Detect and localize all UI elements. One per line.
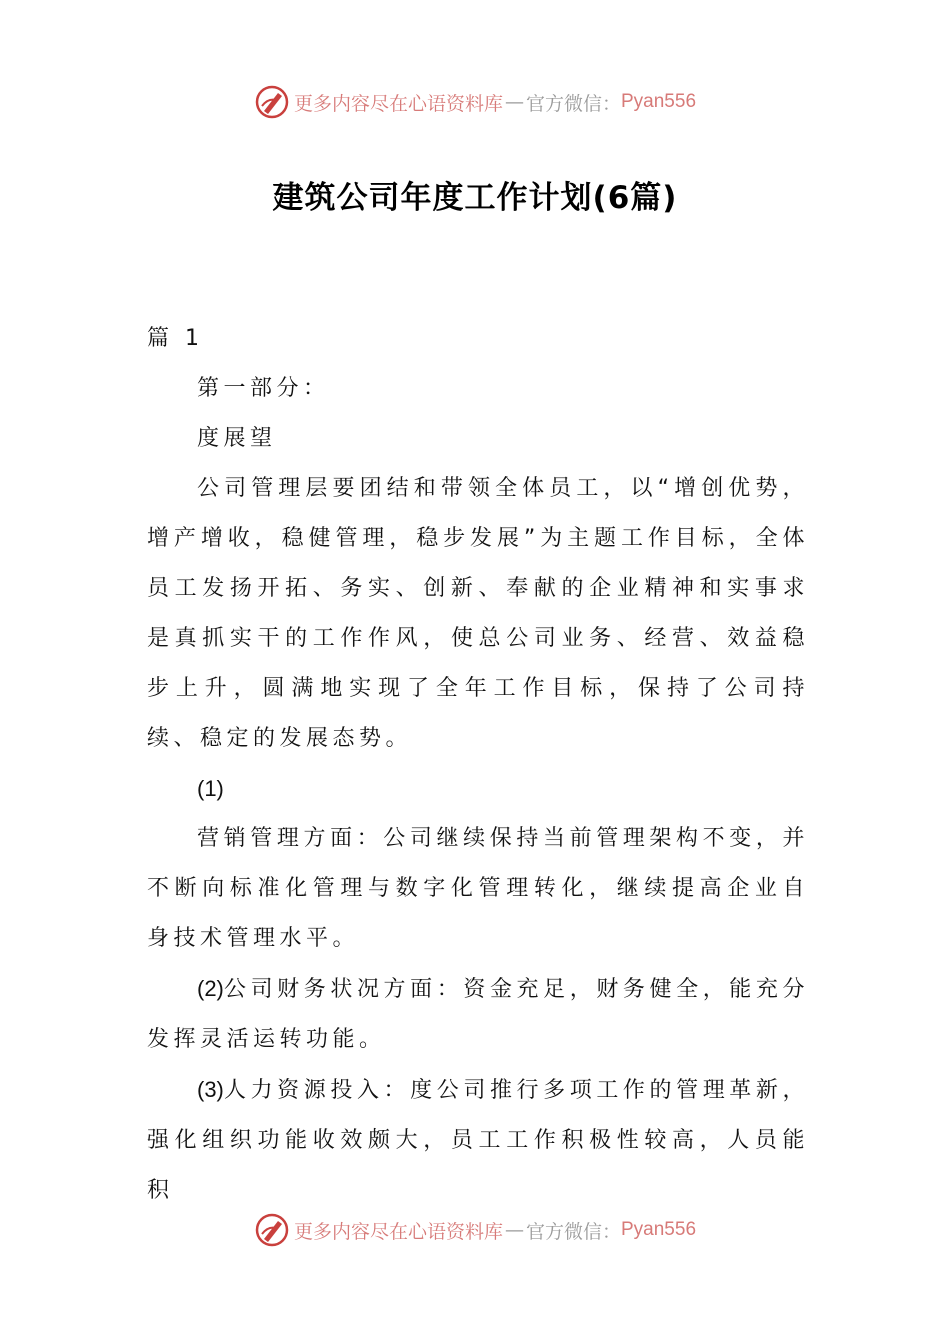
item-2-text: 公司财务状况方面：资金充足，财务健全，能充分发挥灵活运转功能。 (147, 977, 809, 1052)
item-3 (147, 1065, 809, 1216)
banner-main-text: 更多内容尽在心语资料库 (293, 1220, 503, 1243)
banner-main-text: 更多内容尽在心语资料库 (293, 92, 503, 115)
item-1-text: 营销管理方面：公司继续保持当前管理架构不变，并不断向标准化管理与数字化管理转化，继续提高企业自身技术管理水平。 (147, 826, 809, 951)
banner-wechat-handle: Pyan556 (621, 91, 697, 112)
banner-separator: — (504, 1219, 524, 1241)
item-2 (147, 964, 809, 1065)
banner-separator: — (504, 91, 524, 113)
item-1-label: (1) (197, 776, 224, 801)
banner-wechat-handle: Pyan556 (621, 1219, 697, 1240)
document-body (147, 314, 809, 1216)
paragraph-overview: 公司管理层要团结和带领全体员工，以“增创优势，增产增收，稳健管理，稳步发展”为主题工作目标，全体员工发扬开拓、务实、创新、奉献的企业精神和实事求是真抓实干的工作作风，使总公司业务、经营、效益稳步上升，圆满地实现了全年工作目标，保持了公司持续、稳定的发展态势。 (147, 476, 809, 751)
pen-logo-icon (254, 1212, 290, 1248)
item-2-label: (2) (197, 976, 224, 1001)
banner-wechat-label: 官方微信： (525, 1220, 621, 1243)
banner-wechat-label: 官方微信： (525, 92, 621, 115)
pen-logo-icon (254, 84, 290, 120)
document-title: 建筑公司年度工作计划(6篇) (272, 180, 678, 216)
subsection-heading: 度展望 (197, 426, 277, 451)
header-watermark-banner (0, 82, 950, 122)
item-3-label: (3) (197, 1077, 224, 1102)
chapter-heading: 篇 1 (147, 326, 204, 351)
section-heading: 第一部分： (197, 376, 330, 401)
footer-watermark-banner (0, 1210, 950, 1250)
item-3-text: 人力资源投入：度公司推行多项工作的管理革新，强化组织功能收效颇大，员工工作积极性较高，人员能积 (147, 1078, 809, 1203)
